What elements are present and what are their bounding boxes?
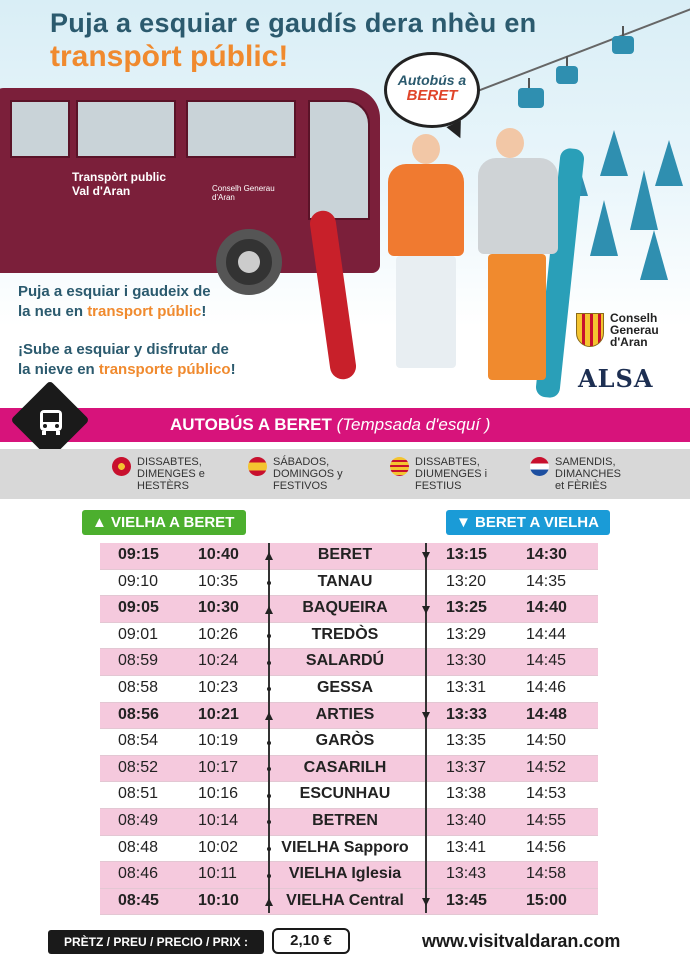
departure-time: 13:29 [446, 625, 487, 643]
departure-time: 14:56 [526, 838, 567, 856]
bus-logo-line1: Transpòrt public [72, 170, 167, 184]
stop-name: TREDÒS [311, 625, 379, 643]
departure-time: 09:15 [118, 546, 159, 563]
departure-time: 13:40 [446, 811, 487, 829]
legend-item-spanish [248, 456, 343, 492]
departure-time: 08:46 [118, 865, 159, 883]
table-row [100, 543, 598, 570]
stop-name: GARÒS [315, 732, 375, 750]
departure-time: 10:16 [198, 785, 239, 803]
stop-name: ESCUNHAU [299, 785, 391, 803]
promo-poster [0, 0, 690, 408]
stop-dot-icon [267, 581, 271, 585]
departure-time: 14:52 [526, 758, 567, 776]
timetable [100, 543, 598, 915]
gondola-icon [556, 66, 578, 84]
skier-pants [488, 254, 546, 380]
departure-time: 09:01 [118, 625, 159, 643]
direction-beret-to-vielha: ▼ BERET A VIELHA [446, 510, 610, 535]
departure-time: 10:40 [198, 546, 239, 563]
speech-bubble [384, 52, 480, 128]
table-row [100, 782, 598, 809]
table-row [100, 703, 598, 730]
departure-time: 14:40 [526, 599, 567, 617]
tagline-highlight: transporte público [98, 361, 231, 378]
table-row [100, 836, 598, 863]
departure-time: 10:30 [198, 599, 239, 617]
website-url[interactable]: www.visitvaldaran.com [422, 931, 621, 951]
table-row [100, 623, 598, 650]
direction-vielha-to-beret: ▲ VIELHA A BERET [82, 510, 246, 535]
tagline-catalan [18, 282, 211, 322]
tagline-catalan-line2 [18, 302, 211, 322]
table-row [100, 570, 598, 597]
departure-time: 14:30 [526, 546, 567, 563]
arrow-down-icon [422, 606, 430, 614]
route-line-down [425, 543, 427, 913]
departure-time: 08:48 [118, 838, 159, 856]
route-title-subtitle: (Tempsada d'esquí ) [336, 415, 491, 434]
stop-name: BETREN [312, 811, 378, 829]
stop-dot-icon [267, 820, 271, 824]
departure-time: 15:00 [526, 891, 567, 909]
aran-flag-icon [112, 457, 131, 476]
tagline-spanish [18, 340, 236, 380]
arrow-up-icon [265, 606, 273, 614]
departure-time: 13:30 [446, 652, 487, 670]
council-line2: Generau [610, 323, 659, 337]
legend-item-french [530, 456, 621, 492]
legend-line: DISSABTES, [137, 456, 202, 468]
departure-time: 13:41 [446, 838, 487, 856]
departure-time: 13:35 [446, 732, 487, 750]
arrow-down-icon [422, 712, 430, 720]
bus-window [10, 100, 70, 158]
departure-time: 09:05 [118, 599, 159, 617]
departure-time: 13:37 [446, 758, 487, 776]
stop-name: CASARILH [303, 758, 387, 776]
departure-time: 10:14 [198, 811, 239, 829]
bus-windshield [308, 100, 370, 220]
departure-time: 08:54 [118, 732, 159, 750]
table-row [100, 862, 598, 889]
tree-graphic [640, 230, 668, 280]
departure-time: 14:50 [526, 732, 567, 750]
skier-head [412, 134, 440, 164]
stop-name: VIELHA Iglesia [288, 865, 402, 883]
departure-time: 09:10 [118, 572, 159, 590]
gondola-icon [612, 36, 634, 54]
bus-logo-text [72, 170, 166, 198]
gondola-icon [518, 88, 544, 108]
table-row [100, 729, 598, 756]
arrow-down-icon [422, 898, 430, 906]
departure-time: 13:38 [446, 785, 487, 803]
departure-time: 08:45 [118, 891, 159, 909]
table-row [100, 649, 598, 676]
departure-time: 14:53 [526, 785, 567, 803]
departure-time: 13:31 [446, 678, 487, 696]
stop-dot-icon [267, 767, 271, 771]
bus-council-line1: Conselh Generau [212, 184, 275, 193]
stop-name: VIELHA Sapporo [281, 838, 409, 856]
departure-time: 10:02 [198, 838, 239, 856]
stop-dot-icon [267, 634, 271, 638]
bus-wheel [216, 229, 282, 295]
tagline-highlight: transport públic [87, 303, 202, 320]
stop-dot-icon [267, 687, 271, 691]
departure-time: 14:46 [526, 678, 567, 696]
departure-time: 14:35 [526, 572, 567, 590]
bus-icon [36, 407, 66, 437]
route-title-main: AUTOBÚS A BERET [170, 415, 332, 434]
tree-graphic [630, 170, 658, 230]
catalonia-flag-icon [390, 457, 409, 476]
legend-line: DIUMENGES i [415, 468, 488, 480]
stop-name: GESSA [316, 678, 373, 696]
legend-line: DIMANCHES [555, 468, 622, 480]
council-line3: d'Aran [610, 335, 648, 349]
legend-line: FESTIVOS [273, 480, 328, 492]
tree-graphic [590, 200, 618, 256]
departure-time: 13:33 [446, 705, 487, 723]
tagline-spanish-line2 [18, 360, 236, 380]
council-logo [576, 312, 659, 348]
tagline-spanish-line1: ¡Sube a esquiar y disfrutar de [18, 341, 229, 358]
legend-line: DISSABTES, [415, 456, 480, 468]
legend-item-aranese [112, 456, 205, 492]
departure-time: 13:45 [446, 891, 487, 909]
legend-text [555, 456, 621, 492]
route-title [170, 415, 490, 435]
headline-highlight: transpòrt públic! [50, 40, 289, 73]
stop-dot-icon [267, 794, 271, 798]
legend-line: DOMINGOS y [273, 468, 343, 480]
stop-dot-icon [267, 874, 271, 878]
departure-time: 10:10 [198, 891, 239, 909]
legend-line: HESTÈRS [137, 480, 189, 492]
departure-time: 10:23 [198, 678, 239, 696]
departure-time: 08:52 [118, 758, 159, 776]
table-row [100, 596, 598, 623]
table-row [100, 809, 598, 836]
route-line-up [268, 543, 270, 913]
tree-graphic [655, 140, 683, 186]
bubble-line1: Autobús a [397, 72, 467, 88]
bus-window [186, 100, 296, 158]
bus-council-line2: d'Aran [212, 193, 235, 202]
bubble-line2: BERET [406, 87, 458, 104]
price-label: PRÈTZ / PREU / PRECIO / PRIX : [48, 930, 264, 954]
skier-head [496, 128, 524, 158]
skier-pants [396, 256, 456, 368]
departure-time: 08:51 [118, 785, 159, 803]
tagline-text: la nieve en [18, 361, 99, 378]
departure-time: 10:24 [198, 652, 239, 670]
skier-jacket [478, 158, 558, 254]
council-line1: Conselh [610, 311, 658, 325]
tagline-text: ! [201, 303, 207, 320]
departure-time: 13:25 [446, 599, 487, 617]
departure-time: 14:48 [526, 705, 567, 723]
tagline-text: la neu en [18, 303, 88, 320]
departure-time: 14:45 [526, 652, 567, 670]
stop-dot-icon [267, 661, 271, 665]
bus-logo-line2: Val d'Aran [72, 184, 131, 198]
operator-logo: ALSA [578, 364, 654, 393]
legend-bar [0, 449, 690, 499]
arrow-down-icon [422, 552, 430, 560]
stop-name: VIELHA Central [286, 891, 404, 909]
legend-line: FESTIUS [415, 480, 462, 492]
route-title-bar [0, 408, 690, 442]
departure-time: 10:35 [198, 572, 239, 590]
table-row [100, 676, 598, 703]
legend-line: et FÈRIÈS [555, 480, 607, 492]
stop-name: TANAU [317, 572, 373, 590]
departure-time: 10:21 [198, 705, 239, 723]
legend-line: SÁBADOS, [273, 456, 330, 468]
price-value: 2,10 € [272, 928, 350, 954]
legend-text [273, 456, 343, 492]
departure-time: 08:59 [118, 652, 159, 670]
stop-name: ARTIES [315, 705, 375, 723]
bus-council-text [212, 184, 275, 202]
departure-time: 08:56 [118, 705, 159, 723]
departure-time: 13:20 [446, 572, 487, 590]
spain-flag-icon [248, 457, 267, 476]
council-shield-icon [576, 313, 604, 347]
tree-graphic [600, 130, 628, 176]
departure-time: 10:26 [198, 625, 239, 643]
departure-time: 14:58 [526, 865, 567, 883]
arrow-up-icon [265, 712, 273, 720]
stop-name: BAQUEIRA [302, 599, 388, 617]
departure-time: 10:11 [198, 865, 237, 883]
table-row [100, 756, 598, 783]
arrow-up-icon [265, 552, 273, 560]
departure-time: 10:17 [198, 758, 239, 776]
legend-line: DIMENGES e [137, 468, 205, 480]
departure-time: 10:19 [198, 732, 239, 750]
stop-dot-icon [267, 741, 271, 745]
departure-time: 14:44 [526, 625, 567, 643]
stop-name: SALARDÚ [305, 652, 385, 670]
departure-time: 08:58 [118, 678, 159, 696]
france-flag-icon [530, 457, 549, 476]
legend-text [415, 456, 487, 492]
table-row [100, 889, 598, 916]
bus-window [76, 100, 176, 158]
departure-time: 13:43 [446, 865, 487, 883]
stop-dot-icon [267, 847, 271, 851]
legend-item-catalan [390, 456, 487, 492]
departure-time: 13:15 [446, 546, 487, 563]
departure-time: 14:55 [526, 811, 567, 829]
skier-jacket [388, 164, 464, 256]
departure-time: 08:49 [118, 811, 159, 829]
council-name [610, 312, 659, 348]
headline-aranese: Puja a esquiar e gaudís dera nhèu en [50, 8, 537, 38]
legend-text [137, 456, 205, 492]
stop-name: BERET [317, 546, 373, 563]
legend-line: SAMENDIS, [555, 456, 616, 468]
arrow-up-icon [265, 898, 273, 906]
tagline-catalan-line1: Puja a esquiar i gaudeix de [18, 283, 211, 300]
tagline-text: ! [230, 361, 236, 378]
